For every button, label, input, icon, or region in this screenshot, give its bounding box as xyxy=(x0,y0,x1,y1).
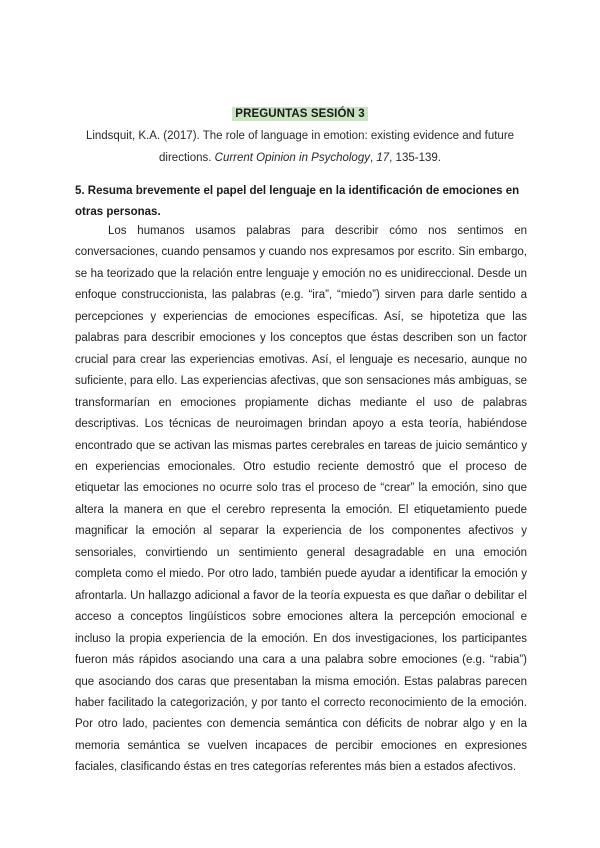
citation-pages: , 135-139. xyxy=(389,151,441,164)
citation-authors: Lindsquit, K.A. (2017). The role of language in emotion: existing evidence and future directions. xyxy=(85,130,515,164)
page-title: PREGUNTAS SESIÓN 3 xyxy=(232,107,367,121)
citation xyxy=(80,126,520,169)
question-heading: 5. Resuma brevemente el papel del lenguaje en la identificación de emociones en otras personas. xyxy=(75,185,520,218)
citation-volume: 17 xyxy=(376,151,390,164)
citation-sep: , xyxy=(369,151,377,164)
answer-paragraph: Los humanos usamos palabras para describir cómo nos sentimos en conversaciones, cuando pensamos y cuando nos expresamos por escrito. Sin embargo, se ha teorizado que la relación entre lenguaje y emoción no es unidireccional. Desde un enfoque construccionista, las palabras (e.g. “ira”, “miedo”) sirven para darle sentido a percepciones y experiencias de emociones específicas. Así, se hipotetiza que las palabras para describir emociones y los conceptos que éstas describen son un factor crucial para crear las experiencias emotivas. Así, el lenguaje es necesario, aunque no suficiente, para ello. Las experiencias afectivas, que son sensaciones más ambiguas, se transformarían en emociones propiamente dichas mediante el uso de palabras descriptivas. Los técnicas de neuroimagen brindan apoyo a esta teoría, habiéndose encontrado que se activan las mismas partes cerebrales en tareas de juicio semántico y en experiencias emocionales. Otro estudio reciente demostró que el proceso de etiquetar las emociones no ocurre solo tras el proceso de “crear” la emoción, sino que altera la manera en que el cerebro representa la emoción. El etiquetamiento puede magnificar la emoción al separar la experiencia de los componentes afectivos y sensoriales, convirtiendo un sentimiento general desagradable en una emoción completa como el miedo. Por otro lado, también puede ayudar a identificar la emoción y afrontarla. Un hallazgo adicional a favor de la teoría expuesta es que dañar o debilitar el acceso a conceptos lingüísticos sobre emociones altera la percepción emocional e incluso la propia experiencia de la emoción. En dos investigaciones, los participantes fueron más rápidos asociando una cara a una palabra sobre emociones (e.g. “rabia”) que asociando dos caras que presentaban la misma emoción. Estas palabras parecen haber facilitado la categorización, y por tanto el correcto reconocimiento de la emoción. Por otro lado, pacientes con demencia semántica con déficits de nobrar algo y en la memoria semántica se vuelven incapaces de percibir emociones en expresiones faciales, clasificando éstas en tres categorías referentes más bien a estados afectivos. xyxy=(75,225,527,774)
title-container xyxy=(0,104,600,122)
citation-journal: Current Opinion in Psychology xyxy=(214,151,370,164)
